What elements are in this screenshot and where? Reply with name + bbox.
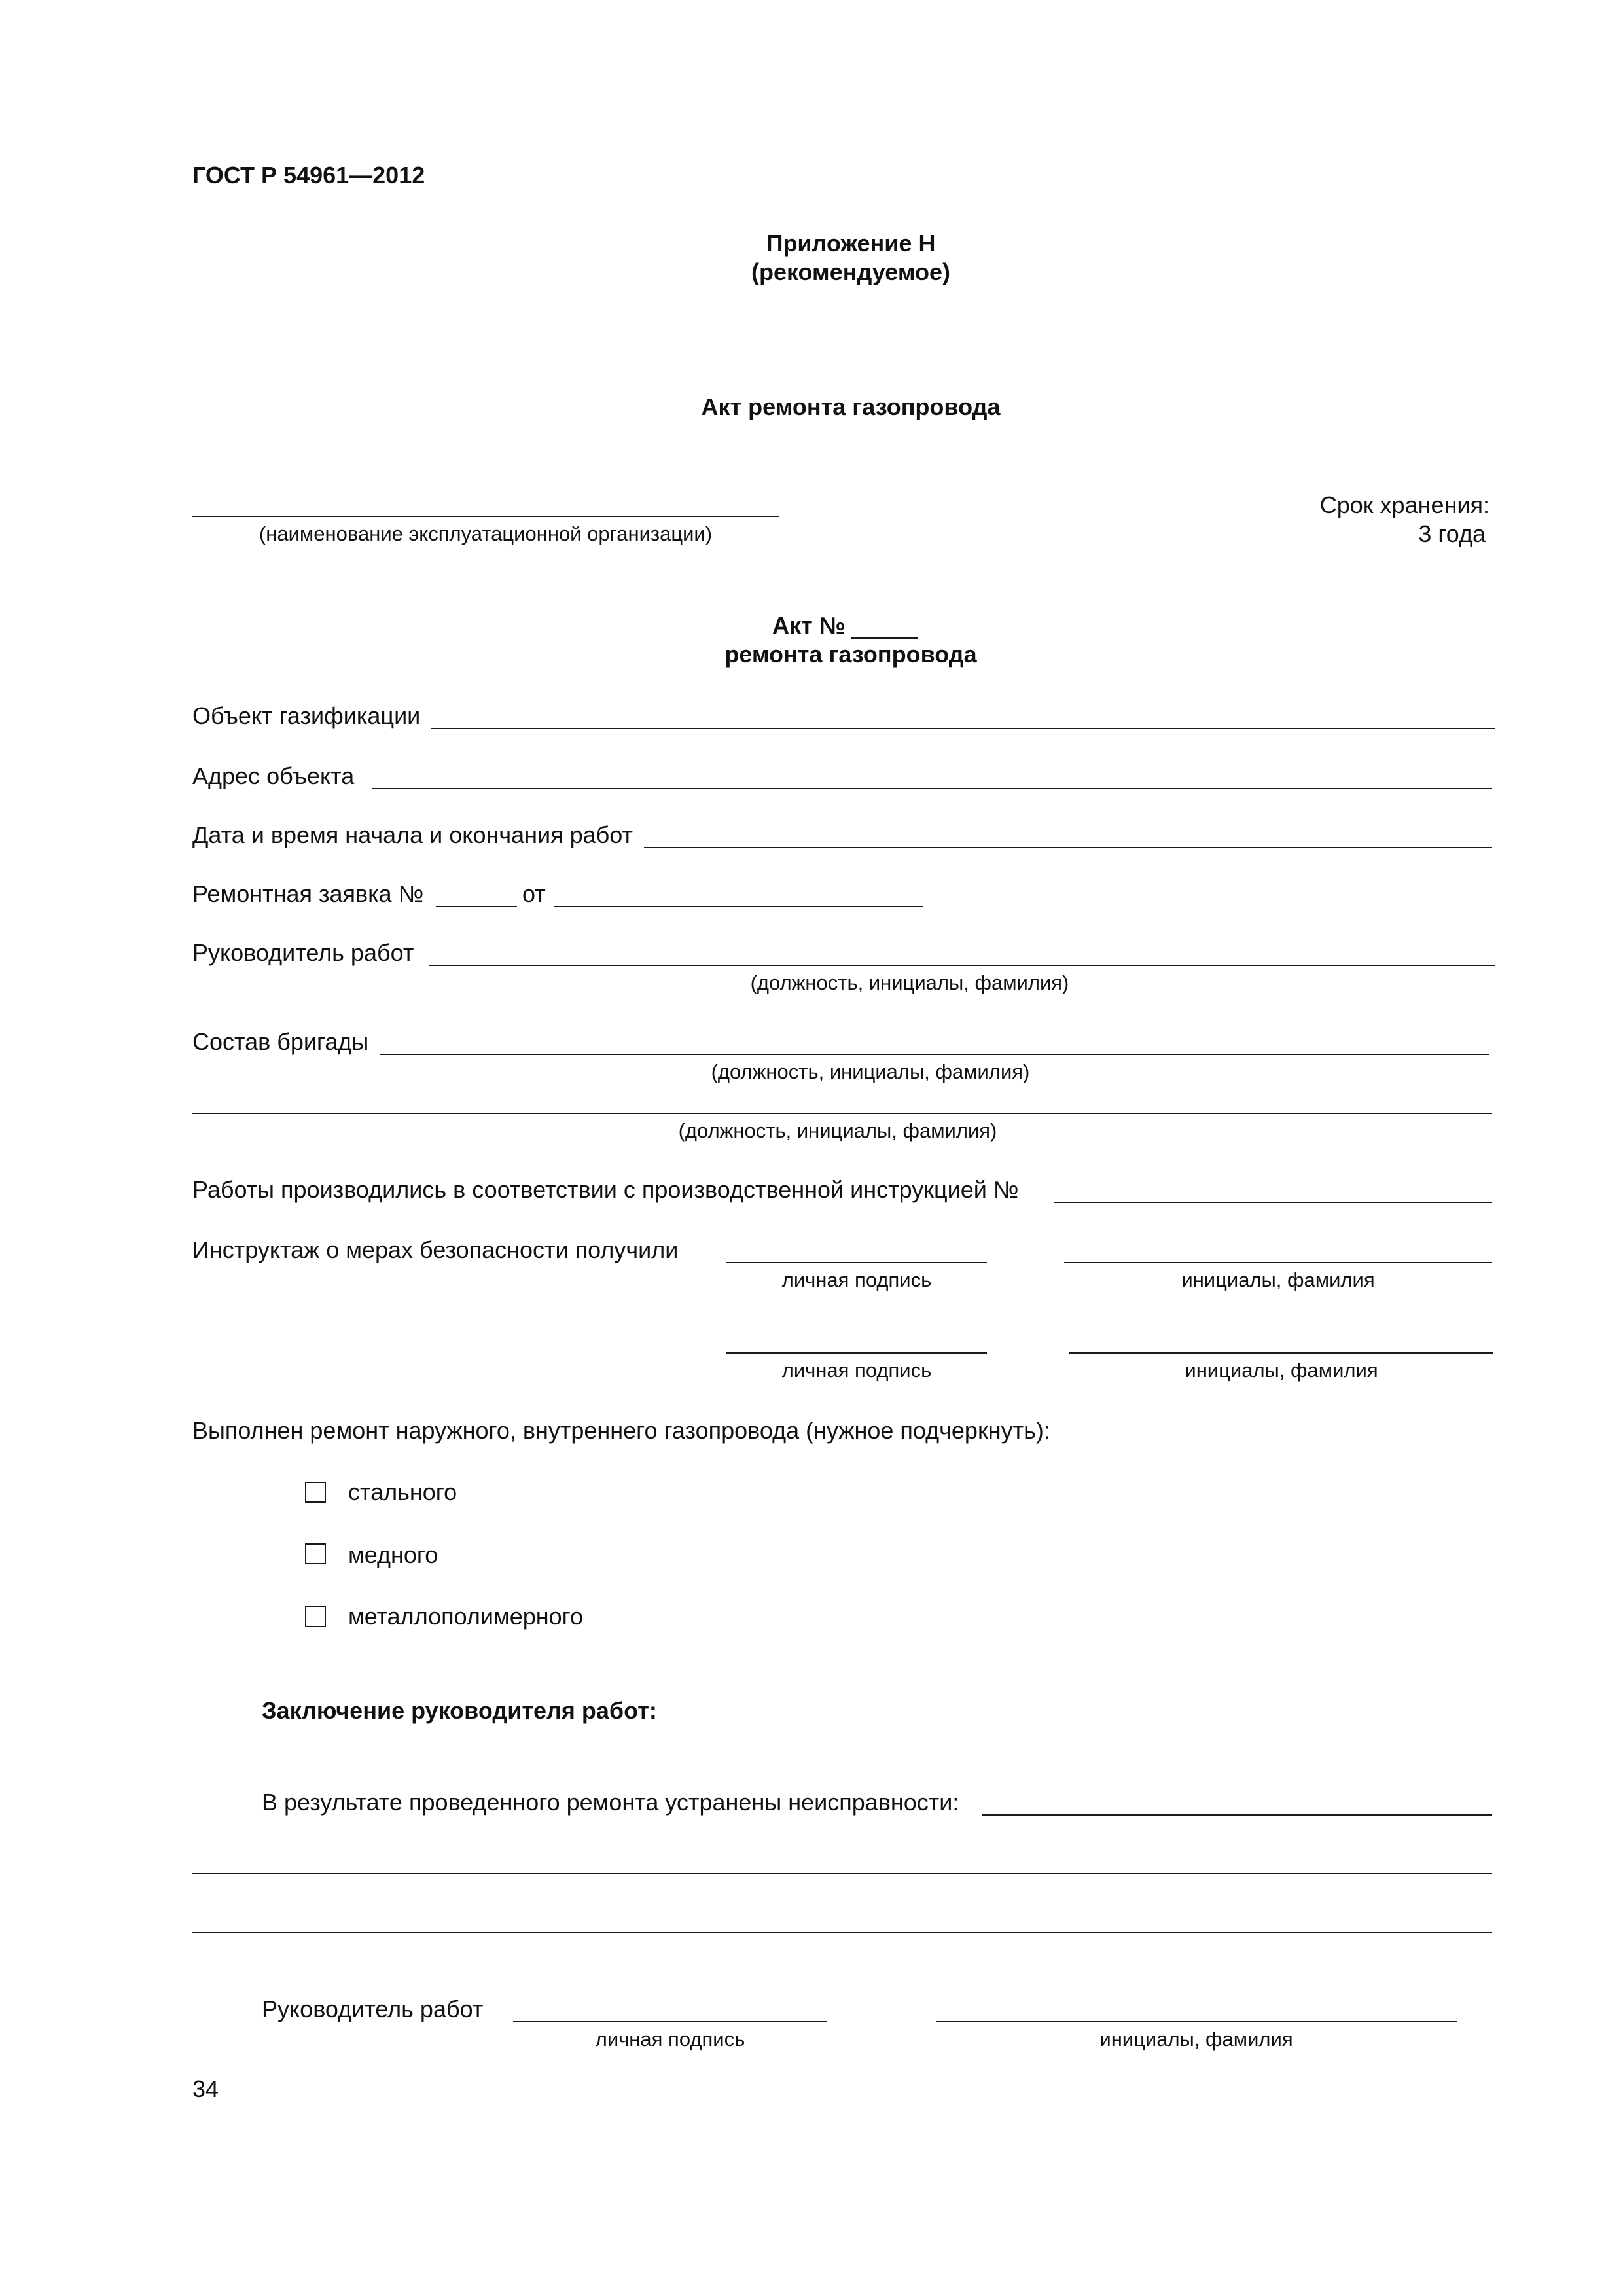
briefing-signature-caption-1: личная подпись: [781, 1268, 932, 1291]
act-number-label: Акт №: [772, 612, 846, 639]
briefing-signature-line-2[interactable]: [726, 1352, 987, 1354]
conclusion-result-label: В результате проведенного ремонта устранены неисправности:: [262, 1789, 959, 1816]
datetime-line[interactable]: [644, 847, 1492, 848]
footer-signature-line[interactable]: [513, 2021, 827, 2022]
retention-label: Срок хранения:: [1319, 492, 1489, 518]
crew-line-2[interactable]: [192, 1113, 1492, 1114]
document-title: Акт ремонта газопровода: [701, 393, 1001, 420]
standard-code: ГОСТ Р 54961—2012: [192, 162, 425, 188]
briefing-name-line-2[interactable]: [1069, 1352, 1493, 1354]
checkbox-metal-polymer[interactable]: [305, 1606, 326, 1627]
appendix-subtitle: (рекомендуемое): [751, 259, 950, 285]
footer-supervisor-label: Руководитель работ: [262, 1996, 484, 2022]
option-metal-polymer-label: металлополимерного: [348, 1603, 584, 1630]
footer-name-caption: инициалы, фамилия: [1099, 2028, 1293, 2051]
checkbox-copper[interactable]: [305, 1543, 326, 1564]
request-number-line[interactable]: [436, 906, 517, 907]
act-subtitle: ремонта газопровода: [724, 641, 977, 668]
conclusion-result-line-3[interactable]: [192, 1932, 1492, 1933]
conclusion-result-line-2[interactable]: [192, 1873, 1492, 1874]
instruction-label: Работы производились в соответствии с производственной инструкцией №: [192, 1176, 1019, 1203]
org-name-caption: (наименование эксплуатационной организации): [259, 522, 713, 545]
request-date-line[interactable]: [554, 906, 923, 907]
datetime-label: Дата и время начала и окончания работ: [192, 821, 633, 848]
request-from-label: от: [522, 880, 546, 907]
option-steel-label: стального: [348, 1479, 457, 1505]
address-line[interactable]: [372, 788, 1492, 789]
address-label: Адрес объекта: [192, 762, 355, 789]
crew-line-1[interactable]: [380, 1054, 1489, 1055]
appendix-title: Приложение Н: [766, 230, 936, 257]
footer-name-line[interactable]: [936, 2021, 1457, 2022]
conclusion-result-line-1[interactable]: [982, 1814, 1492, 1816]
act-number-line[interactable]: [851, 637, 918, 639]
object-label: Объект газификации: [192, 702, 421, 729]
briefing-signature-line-1[interactable]: [726, 1262, 987, 1263]
briefing-label: Инструктаж о мерах безопасности получили: [192, 1236, 679, 1263]
option-copper-label: медного: [348, 1541, 438, 1568]
crew-caption-1: (должность, инициалы, фамилия): [711, 1060, 1030, 1083]
briefing-name-caption-1: инициалы, фамилия: [1181, 1268, 1375, 1291]
footer-signature-caption: личная подпись: [595, 2028, 745, 2051]
request-label: Ремонтная заявка №: [192, 880, 424, 907]
checkbox-steel[interactable]: [305, 1482, 326, 1503]
retention-value: 3 года: [1418, 520, 1486, 547]
crew-caption-2: (должность, инициалы, фамилия): [678, 1119, 997, 1142]
object-line[interactable]: [431, 728, 1495, 729]
supervisor-line[interactable]: [429, 965, 1495, 966]
org-name-line[interactable]: [192, 516, 779, 517]
supervisor-label: Руководитель работ: [192, 939, 414, 966]
briefing-signature-caption-2: личная подпись: [781, 1359, 932, 1382]
briefing-name-line-1[interactable]: [1064, 1262, 1492, 1263]
supervisor-caption: (должность, инициалы, фамилия): [750, 971, 1069, 994]
crew-label: Состав бригады: [192, 1028, 369, 1055]
instruction-line[interactable]: [1054, 1202, 1492, 1203]
briefing-name-caption-2: инициалы, фамилия: [1185, 1359, 1378, 1382]
page-number: 34: [192, 2075, 219, 2102]
conclusion-heading: Заключение руководителя работ:: [262, 1697, 657, 1724]
repair-label: Выполнен ремонт наружного, внутреннего газопровода (нужное подчеркнуть):: [192, 1417, 1050, 1444]
